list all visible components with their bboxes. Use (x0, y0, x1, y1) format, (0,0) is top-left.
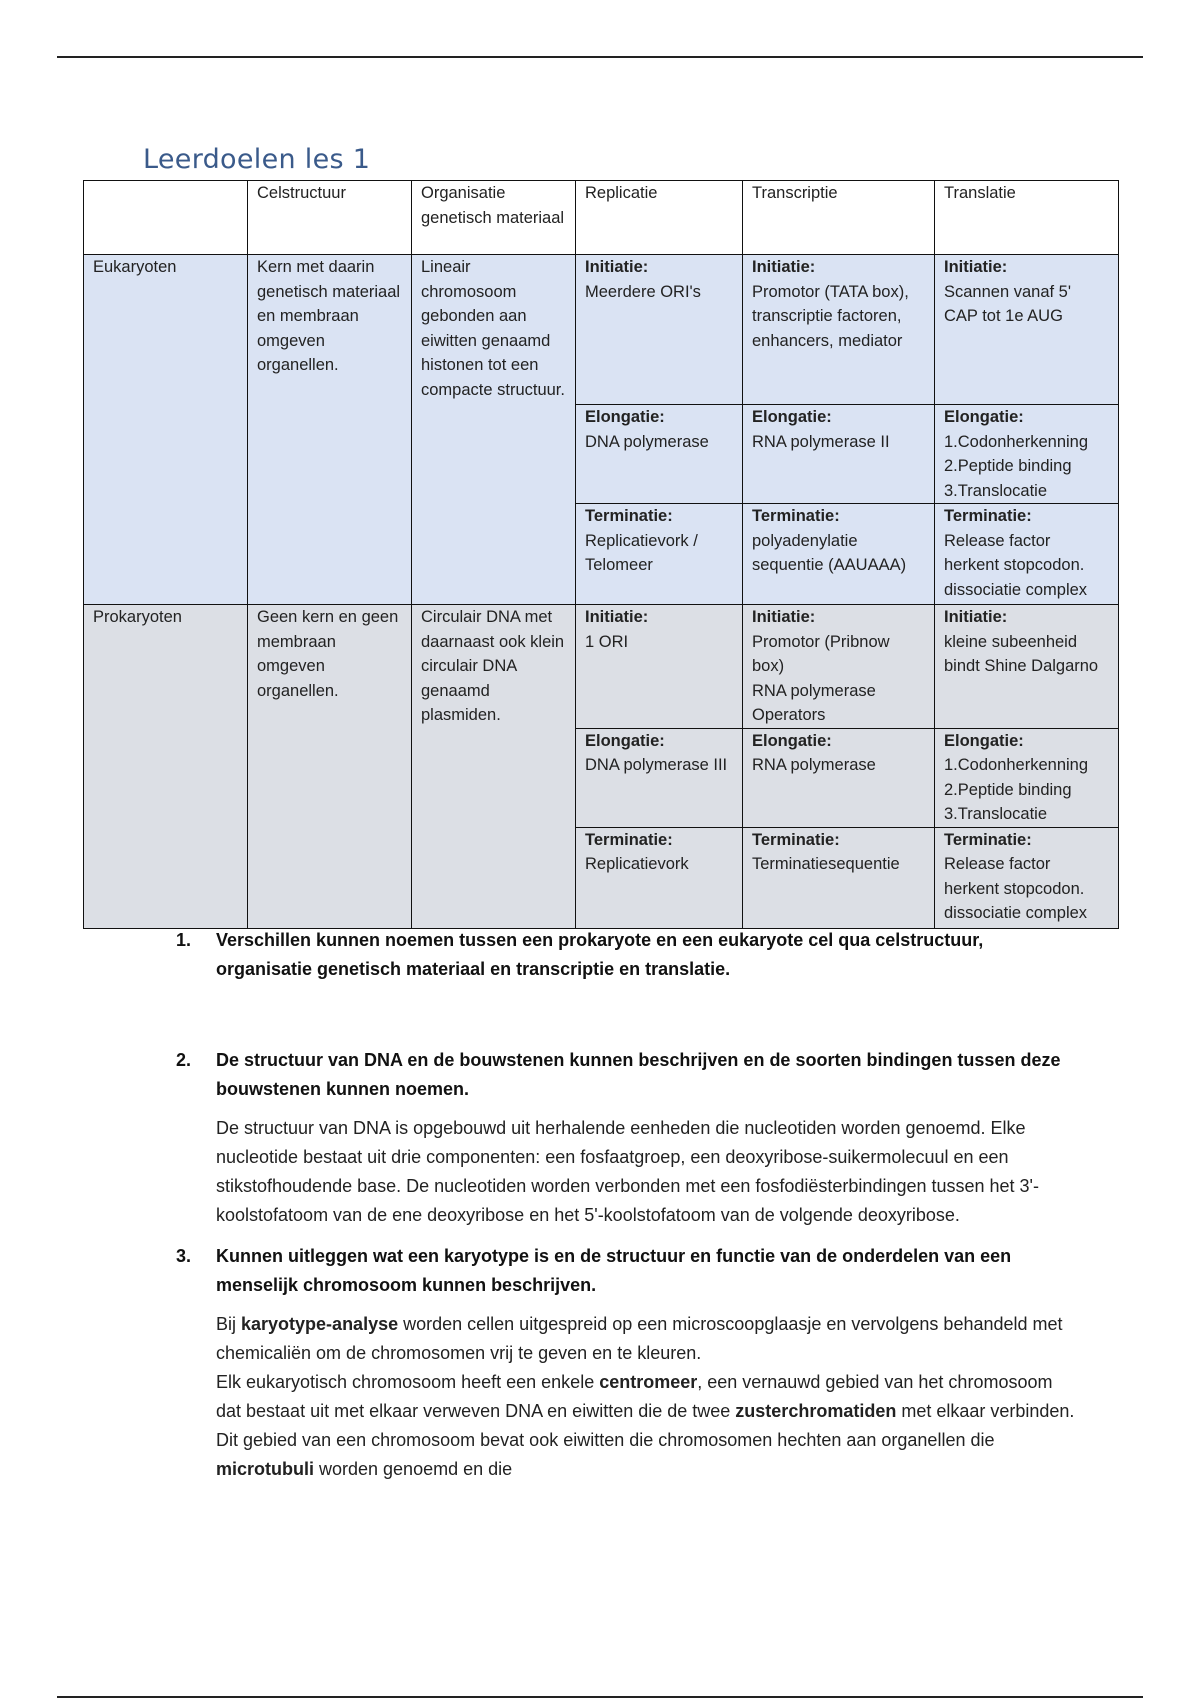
cell-text: 1.Codonherkenning (944, 432, 1089, 451)
learning-goals-table (83, 180, 1119, 929)
elongatie-label: Elongatie: (944, 731, 1024, 750)
header-rule (57, 56, 1143, 58)
cell-text: RNA polymerase (752, 681, 876, 700)
cell-text: Promotor (TATA box), transcriptie factoren, enhancers, mediator (752, 282, 909, 350)
terminatie-label: Terminatie: (585, 830, 673, 849)
terminatie-label: Terminatie: (944, 507, 1032, 525)
cell-pro-organisatie: Circulair DNA met daarnaast ook klein circulair DNA genaamd plasmiden. (412, 605, 576, 929)
elongatie-label: Elongatie: (752, 408, 832, 426)
cell-pro-replicatie-elongatie (576, 728, 743, 827)
initiatie-label: Initiatie: (585, 608, 649, 626)
cell-text: 2.Peptide binding (944, 457, 1072, 475)
initiatie-label: Initiatie: (752, 258, 816, 276)
goal-heading: Verschillen kunnen noemen tussen een prokaryote en een eukaryote cel qua celstructuur, organisatie genetisch materiaal en transcriptie en translatie. (216, 930, 984, 979)
table-row (84, 605, 1119, 729)
text-run: worden cellen uitgespreid op een microscoopglaasje en vervolgens behandeld met chemicaliën om de chromosomen vrij te geven en te kleuren. (216, 1314, 1063, 1363)
cell-eu-translatie-terminatie (935, 504, 1119, 605)
goal-paragraph (216, 1310, 1076, 1368)
cell-pro-celstructuur: Geen kern en geen membraan omgeven organellen. (248, 605, 412, 929)
footer-rule (57, 1696, 1143, 1698)
cell-eu-replicatie-initiatie (576, 255, 743, 405)
terminatie-label: Terminatie: (944, 830, 1032, 849)
bold-term: centromeer (599, 1372, 698, 1392)
goal-number: 3. (176, 1246, 192, 1266)
cell-text: 1.Codonherkenning (944, 756, 1089, 774)
cell-pro-translatie-elongatie (935, 728, 1119, 827)
bold-term: microtubuli (216, 1459, 314, 1479)
cell-pro-transcriptie-terminatie (743, 827, 935, 928)
table-header-row (84, 181, 1119, 255)
header-cell-organisatie: Organisatie genetisch materiaal (412, 181, 576, 255)
elongatie-label: Elongatie: (944, 408, 1024, 426)
terminatie-label: Terminatie: (752, 507, 840, 525)
header-cell-replicatie: Replicatie (576, 181, 743, 255)
cell-eu-replicatie-elongatie (576, 405, 743, 504)
cell-pro-transcriptie-initiatie (743, 605, 935, 729)
text-run: Elk eukaryotisch chromosoom heeft een enkele (216, 1372, 600, 1392)
cell-text: DNA polymerase III (585, 756, 728, 774)
cell-text: DNA polymerase (585, 432, 709, 451)
cell-text: Release factor herkent stopcodon. dissociatie complex (944, 531, 1088, 599)
cell-text: Terminatiesequentie (752, 855, 900, 873)
cell-text: RNA polymerase (752, 756, 876, 774)
cell-text: polyadenylatie sequentie (AAUAAA) (752, 531, 907, 574)
cell-eu-celstructuur: Kern met daarin genetisch materiaal en membraan omgeven organellen. (248, 255, 412, 605)
cell-text: 3.Translocatie (944, 805, 1048, 823)
elongatie-label: Elongatie: (752, 731, 832, 750)
text-run: worden genoemd en die (314, 1459, 513, 1479)
cell-text: 1 ORI (585, 632, 629, 651)
cell-pro-translatie-initiatie (935, 605, 1119, 729)
cell-pro-transcriptie-elongatie (743, 728, 935, 827)
list-item (176, 926, 1076, 984)
header-cell-translatie: Translatie (935, 181, 1119, 255)
cell-text: Meerdere ORI's (585, 282, 701, 301)
list-item (176, 1046, 1076, 1230)
elongatie-label: Elongatie: (585, 731, 665, 750)
terminatie-label: Terminatie: (585, 507, 673, 525)
cell-eu-transcriptie-terminatie (743, 504, 935, 605)
initiatie-label: Initiatie: (585, 258, 649, 276)
row-label-eukaryoten: Eukaryoten (84, 255, 248, 605)
terminatie-label: Terminatie: (752, 830, 840, 849)
cell-pro-translatie-terminatie (935, 827, 1119, 928)
goal-body (216, 1114, 1076, 1230)
goal-heading: Kunnen uitleggen wat een karyotype is en de structuur en functie van de onderdelen van een menselijk chromosoom kunnen beschrijven. (216, 1246, 1012, 1295)
initiatie-label: Initiatie: (752, 608, 816, 626)
list-item (176, 1242, 1076, 1484)
cell-text: kleine subeenheid bindt Shine Dalgarno (944, 632, 1099, 675)
cell-text: RNA polymerase II (752, 432, 890, 451)
cell-pro-replicatie-initiatie (576, 605, 743, 729)
page-title: Leerdoelen les 1 (143, 144, 371, 175)
goal-paragraph: De structuur van DNA is opgebouwd uit herhalende eenheden die nucleotiden worden genoemd. Elke nucleotide bestaat uit drie componenten: een fosfaatgroep, een deoxyribose-suikermolecuul en een stikstofhoudende base. De nucleotiden worden verbonden met een fosfodiësterbindingen tussen het 3'-koolstofatoom van de ene deoxyribose en het 5'-koolstofatoom van de volgende deoxyribose. (216, 1118, 1039, 1225)
goal-heading: De structuur van DNA en de bouwstenen kunnen beschrijven en de soorten bindingen tussen deze bouwstenen kunnen noemen. (216, 1050, 1061, 1099)
cell-pro-replicatie-terminatie (576, 827, 743, 928)
text-run: , een vernauwd gebied van het chromosoom dat bestaat uit met elkaar verweven DNA en eiwitten die de twee (216, 1372, 1053, 1421)
cell-eu-transcriptie-elongatie (743, 405, 935, 504)
cell-text: Replicatievork (585, 855, 689, 873)
cell-text: Release factor herkent stopcodon. dissociatie complex (944, 855, 1088, 922)
row-label-prokaryoten: Prokaryoten (84, 605, 248, 929)
header-cell-empty (84, 181, 248, 255)
cell-text: Replicatievork / Telomeer (585, 531, 698, 574)
cell-eu-transcriptie-initiatie (743, 255, 935, 405)
goal-number: 2. (176, 1050, 192, 1070)
cell-text: Operators (752, 706, 826, 724)
cell-eu-translatie-initiatie (935, 255, 1119, 405)
header-cell-celstructuur: Celstructuur (248, 181, 412, 255)
cell-text: 3.Translocatie (944, 481, 1048, 500)
text-run: Bij (216, 1314, 242, 1334)
elongatie-label: Elongatie: (585, 408, 665, 426)
cell-text: Promotor (Pribnow box) (752, 632, 890, 675)
cell-text: 2.Peptide binding (944, 780, 1072, 799)
header-cell-transcriptie: Transcriptie (743, 181, 935, 255)
cell-text: Scannen vanaf 5' CAP tot 1e AUG (944, 282, 1071, 325)
initiatie-label: Initiatie: (944, 608, 1008, 626)
bold-term: zusterchromatiden (735, 1401, 897, 1421)
cell-eu-organisatie: Lineair chromosoom gebonden aan eiwitten genaamd histonen tot een compacte structuur. (412, 255, 576, 605)
bold-term: karyotype-analyse (241, 1314, 399, 1334)
text-run: met elkaar verbinden. Dit gebied van een chromosoom bevat ook eiwitten die chromosomen hechten aan organellen die (216, 1401, 1075, 1450)
goal-number: 1. (176, 930, 192, 950)
initiatie-label: Initiatie: (944, 258, 1008, 276)
cell-eu-replicatie-terminatie (576, 504, 743, 605)
goal-paragraph (216, 1368, 1076, 1484)
cell-eu-translatie-elongatie (935, 405, 1119, 504)
goal-body (216, 1310, 1076, 1484)
table-row (84, 255, 1119, 405)
learning-goals-list (176, 926, 1076, 1484)
